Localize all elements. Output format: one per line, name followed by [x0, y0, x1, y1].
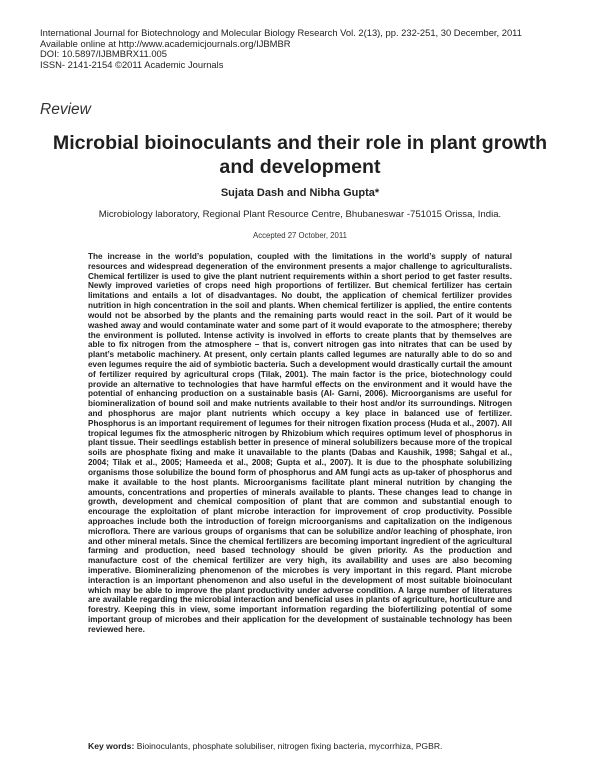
- authors: Sujata Dash and Nibha Gupta*: [220, 187, 380, 199]
- journal-header: [40, 28, 522, 70]
- doi-line: DOI: 10.5897/IJBMBRX11.005: [40, 48, 167, 60]
- keywords-label: Key words:: [88, 741, 135, 751]
- journal-citation: International Journal for Biotechnology and Molecular Biology Research Vol. 2(13), pp. 232-251, 30 December, 2011: [40, 27, 522, 38]
- keywords-list: Bioinoculants, phosphate solubiliser, nitrogen fixing bacteria, mycorrhiza, PGBR.: [136, 741, 443, 751]
- affiliation: Microbiology laboratory, Regional Plant Resource Centre, Bhubaneswar -751015 Orissa, India.: [98, 209, 502, 220]
- article-type: Review: [40, 101, 91, 118]
- article-title: Microbial bioinoculants and their role in plant growth and development: [52, 132, 548, 178]
- abstract: The increase in the world’s population, coupled with the limitations in the world’s supply of natural resources and widespread degeneration of the environment presents a major challenge to agriculturalists. Chemical fertilizer is used to give the plant nutrient requirements within a short period to get faster results. Newly improved varieties of crops need high proportions of fertilizer. But chemical fertilizer has certain limitations and entails a lot of disadvantages. No doubt, the application of chemical fertilizer provides nutrition in high concentration in the soil and plants. When chemical fertilizer is applied, the entire contents would not be absorbed by the plants and the remaining parts would react in the soil. Part of it would be washed away and would contaminate water and some part of it would evaporate to the atmosphere; thereby the environment is polluted. Intense activity is involved in efforts to create plants that by themselves are able to fix nitrogen from the atmosphere – that is, convert nitrogen gas into nitrates that can be used by plant’s metabolic machinery. At present, only certain plants called legumes are naturally able to do so and even legumes require the aid of symbiotic bacteria. Such a development would drastically curtail the amount of fertilizer required by agricultural crops (Tilak, 2001). The main factor is the price, biotechnology could provide an alternative to technologies that have harmful effects on the environment and it would have the potential of enhancing production on a sustainable basis (Al- Garni, 2006). Microorganisms are useful for biomineralization of bound soil and make nutrients available to their host and/or its surroundings. Nitrogen and phosphorus are major plant nutrients which occupy a key place in balanced use of fertilizer. Phosphorus is an important requirement of legumes for their nitrogen fixation process (Huda et al., 2007). All tropical legumes fix the atmospheric nitrogen by Rhizobium which requires optimum level of phosphorus in plant tissue. Their seedlings establish better in presence of mineral solubilizers because more of the tropical soils are phosphate fixing and make it unavailable to the plants (Dabas and Kaushik, 1998; Sahgal et al., 2004; Tilak et al., 2005; Hameeda et al., 2008; Gupta et al., 2007). It is due to the phosphate solubilizing organisms those solubilize the bound form of phosphorus and AM fungi acts as up-taker of phosphorus and make it available to the host plants. Microorganisms facilitate plant mineral nutrition by changing the amounts, concentrations and properties of minerals available to plants. These changes lead to change in growth, development and chemical composition of plant that are common and substantial enough to encourage the exploitation of plant microbe interaction for improvement of crop productivity. Possible approaches include both the introduction of foreign microorganisms and capitalization on the indigenous microflora. There are various groups of organisms that can be solubilize and/or leaching of phosphate, iron and other mineral metals. Since the chemical fertilizers are becoming important ingredient of the agricultural farming and production, need based technology should be given priority. As the production and manufacture cost of the chemical fertilizer are very high, its availability and uses are also becoming imperative. Biomineralizing phenomenon of the microbes is very important in this regard. Plant microbe interaction is an important phenomenon and also useful in the development of most suitable bioinoculant which may be able to improve the plant productivity under adverse condition. A large number of literatures are available regarding the microbial interaction and beneficial uses in plants of agriculture, horticulture and forestry. Keeping this in view, some important information regarding the biofertilizing potential of some important group of microbes and their application for the development of sustainable technology has been reviewed here.: [88, 252, 512, 634]
- accepted-date: Accepted 27 October, 2011: [253, 231, 347, 240]
- issn-line: ISSN- 2141-2154 ©2011 Academic Journals: [40, 58, 224, 70]
- keywords: [88, 741, 528, 751]
- availability-line: Available online at http://www.academicjournals.org/IJBMBR: [40, 37, 291, 49]
